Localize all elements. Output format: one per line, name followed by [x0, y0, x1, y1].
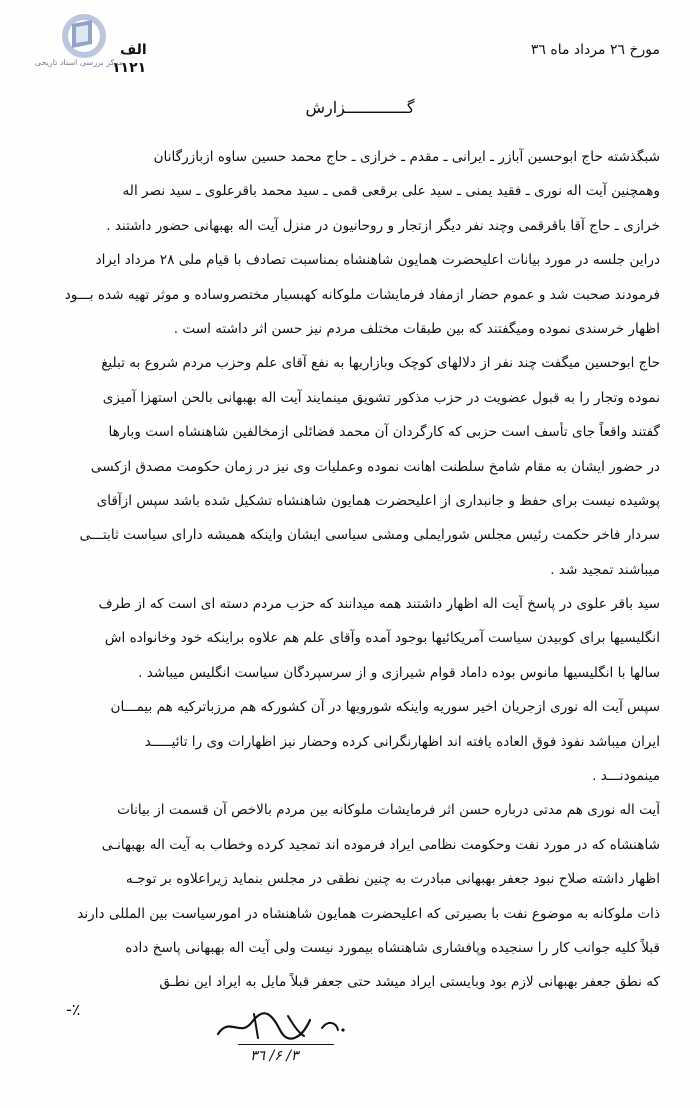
- text-line: ایران میباشد نفوذ فوق العاده یافته اند اظهارنگرانی کرده وحضار نیز اظهارات وی را تائیـــــد: [144, 733, 660, 750]
- text-line: سالها با انگلیسیها مانوس بوده داماد قوام شیرازی و از سرسپردگان سیاست انگلیس میباشد .: [138, 664, 660, 681]
- text-line: قبلاً کلیه جوانب کار را سنجیده وپافشاری شاهنشاه بیمورد نیست ولی آیت اله بهبهانی پاسخ داده: [125, 939, 660, 956]
- text-line: وهمچنین آیت اله نوری ـ فقید یمنی ـ سید علی برقعی قمی ـ سید محمد باقرعلوی ـ سید نصر اله: [122, 183, 660, 200]
- text-line: آیت اله نوری هم مدتی درباره حسن اثر فرمایشات ملوکانه بین مردم بالاخص آن قسمت از بیانات: [117, 802, 660, 819]
- text-line: میباشند تمجید شد .: [550, 561, 660, 578]
- text-line: فرمودند صحبت شد و عموم حضار ازمفاد فرمایشات ملوکانه کهبسیار مختصروساده و موثر تهیه شده بـــود: [64, 286, 660, 303]
- text-line: که نطق جعفر بهبهانی لازم بود وبایستی ایراد میشد حتی جعفر قبلاً مایل به ایراد این نطـق: [159, 974, 660, 991]
- text-line: دراین جلسه در مورد بیانات اعلیحضرت همایون شاهنشاه بمناسبت تصادف با قیام ملی ٢٨ مرداد ایراد: [95, 252, 660, 269]
- text-line: ذات ملوکانه به موضوع نفت با بصیرتی که اعلیحضرت همایون شاهنشاه در امورسیاست بین المللی دارند: [77, 905, 660, 922]
- text-line: پوشیده نیست برای حفظ و جانبداری از اعلیحضرت همایون شاهنشاه تشکیل شده باشد سپس ازآقای: [96, 492, 660, 509]
- signature-date: ٣/ ۶/ ٣٦: [250, 1048, 299, 1064]
- document-title: گـــــــــــــزارش: [305, 98, 415, 117]
- text-line: گفتند واقعاً جای تأسف است حزبی که کارگردان آن محمد فضائلی ازمخالفین شاهنشاه است وبارها: [108, 424, 660, 441]
- handwritten-signature: [210, 1008, 350, 1048]
- document-code-letter: الف: [120, 42, 147, 58]
- text-line: سپس آیت اله نوری ازجریان اخیر سوریه واینکه شورویها در آن کشورکه هم مرزباترکیه هم بیمـــان: [110, 699, 660, 716]
- archive-logo-text: مرکز بررسی اسناد تاریخی: [34, 58, 124, 67]
- archive-logo: [24, 14, 124, 70]
- report-body: [62, 140, 660, 1000]
- text-line: نموده وتجار را به قبول عضویت در حزب مذکور تشویق مینمایند آیت اله بهبهانی بالحن استهزا آمیزی: [102, 389, 660, 406]
- text-line: اظهار خرسندی نموده ومیگفتند که بین طبقات مختلف مردم نیز حسن اثر داشته است .: [173, 320, 660, 337]
- document-code-number: ١١٢١: [112, 60, 147, 76]
- text-line: شبگذشته حاج ابوحسین آبازر ـ ایرانی ـ مقدم ـ خرازی ـ حاج محمد حسین ساوه ازبازرگانان: [153, 149, 660, 165]
- signature-underline: [238, 1044, 334, 1045]
- text-line: شاهنشاه که در مورد نفت وحکومت نظامی ایراد فرموده اند تمجید کرده وخطاب به آیت اله بهبهانـی: [101, 836, 660, 853]
- text-line: در حضور ایشان به مقام شامخ سلطنت اهانت نموده وعملیات وی نیز در زمان حکومت مصدق ازکسی: [90, 458, 660, 475]
- text-line: حاج ابوحسین میگفت چند نفر از دلالهای کوچک وبازاریها به نفع آقای علم وحزب مردم شروع به تبلیغ: [101, 355, 660, 372]
- footer-mark: -٪: [66, 1000, 81, 1019]
- text-line: سید باقر علوی در پاسخ آیت اله اظهار داشتند همه میدانند که حزب مردم دسته ای است که از طرف: [98, 596, 660, 613]
- text-line: سردار فاخر حکمت رئیس مجلس شورایملی ومشی سیاسی ایشان واینکه همیشه دارای سیاست ثابتـــی: [79, 527, 660, 544]
- text-line: اظهار داشته صلاح نبود جعفر بهبهانی مبادرت به چنین نطقی در مجلس بنماید زیراعلاوه بر توجـه: [125, 871, 660, 888]
- archive-logo-icon: [58, 14, 106, 58]
- text-line: خرازی ـ حاج آقا باقرقمی وچند نفر دیگر ازتجار و روحانیون در منزل آیت اله بهبهانی حضور داشتند .: [106, 217, 660, 234]
- text-line: انگلیسیها برای کوبیدن سیاست آمریکائیها بوجود آمده وآقای علم هم علاوه براینکه خود وخانواده اش: [104, 630, 660, 647]
- text-line: مینمودنـــد .: [592, 768, 660, 785]
- document-date: مورخ ٢٦ مرداد ماه ٣٦: [530, 42, 660, 58]
